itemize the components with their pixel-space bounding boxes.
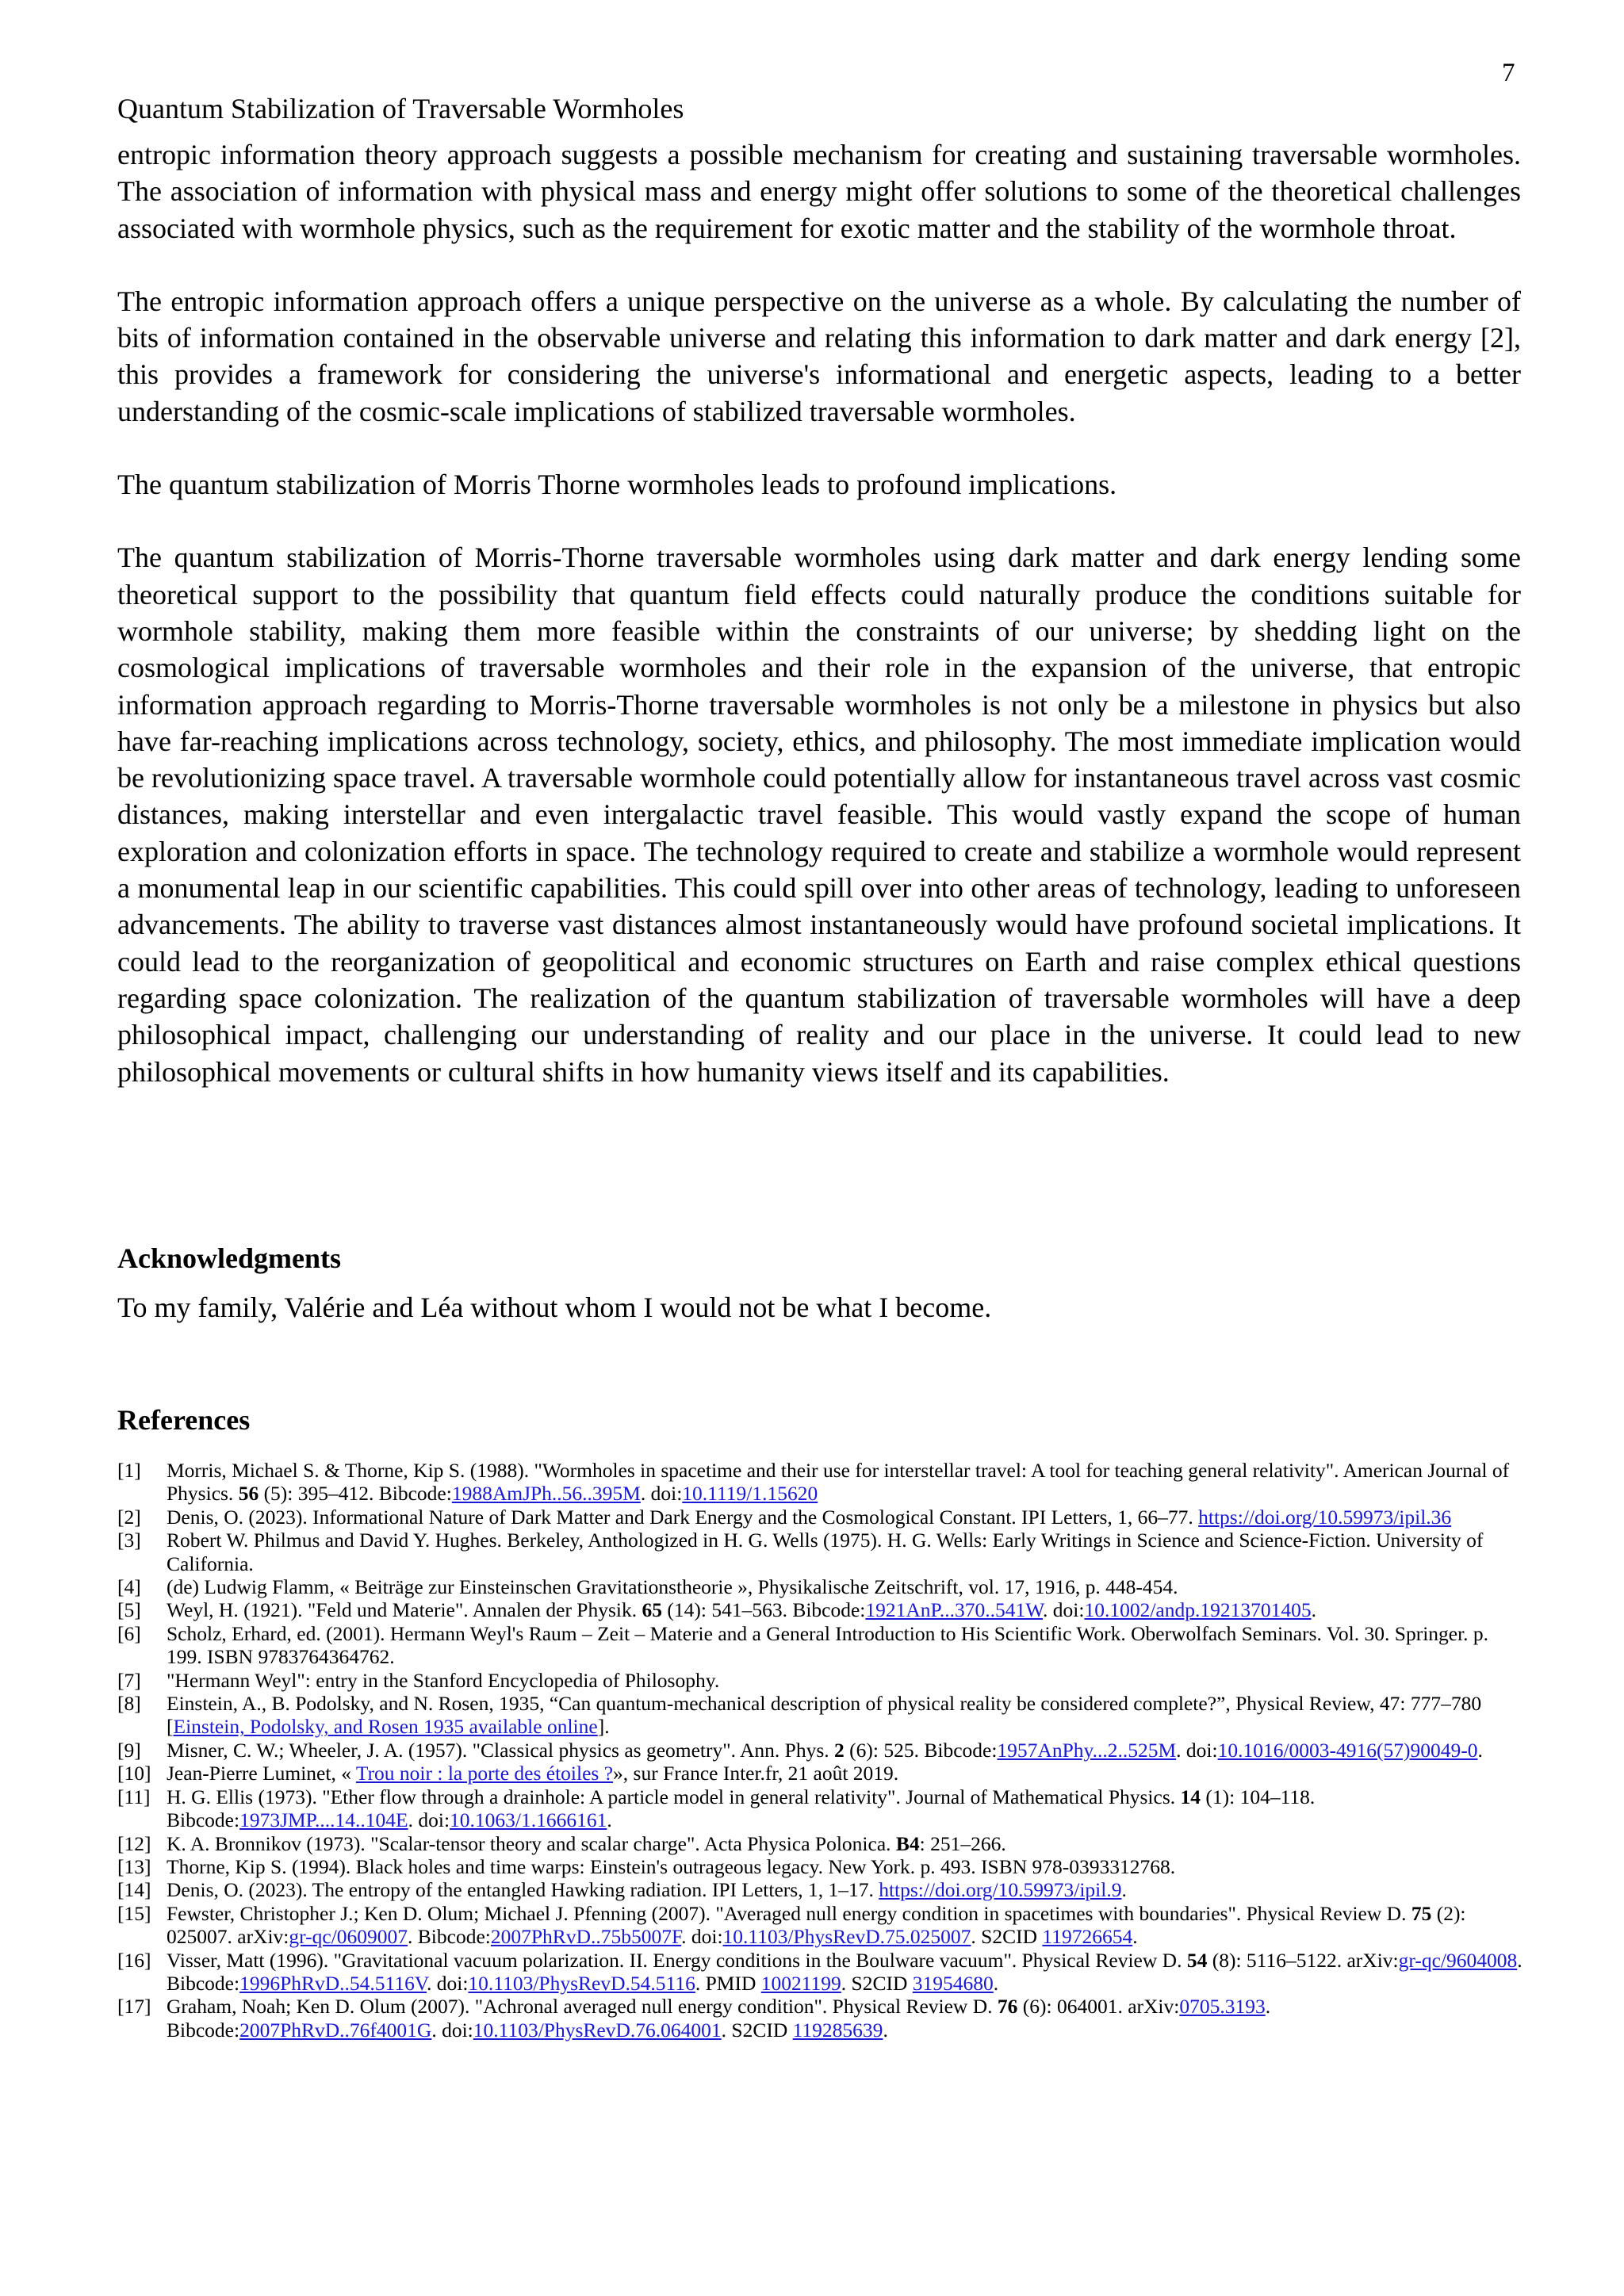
reference-link[interactable]: 119726654 — [1042, 1925, 1133, 1949]
reference-item — [117, 1878, 1522, 1901]
reference-link[interactable]: 2007PhRvD..75b5007F — [490, 1925, 682, 1949]
reference-segment: Einstein, A., B. Podolsky, and N. Rosen, 1935, “Can quantum-mechanical description of physical reality be considered complete?”, Physical Review, 47: 777–780 [ — [167, 1692, 1482, 1739]
reference-text — [167, 1506, 1522, 1529]
reference-item — [117, 1832, 1522, 1855]
body-text — [117, 136, 1521, 1090]
reference-link[interactable]: 10.1103/PhysRevD.54.5116 — [468, 1971, 695, 1995]
reference-text — [167, 1669, 1522, 1692]
reference-segment: . PMID — [695, 1971, 761, 1995]
reference-segment: . Bibcode: — [167, 1995, 1271, 2042]
reference-link[interactable]: https://doi.org/10.59973/ipil.36 — [1198, 1505, 1452, 1529]
reference-link[interactable]: 2007PhRvD..76f4001G — [239, 2018, 432, 2042]
reference-segment: Jean-Pierre Luminet, « — [167, 1762, 356, 1785]
reference-number: [9] — [117, 1738, 141, 1762]
reference-text — [167, 1762, 1522, 1785]
reference-item — [117, 1995, 1522, 2042]
reference-item — [117, 1529, 1522, 1575]
reference-number: [16] — [117, 1948, 151, 1972]
references-list — [117, 1459, 1522, 2042]
reference-text — [167, 1878, 1522, 1901]
page-number: 7 — [1502, 59, 1515, 87]
reference-text — [167, 1902, 1522, 1949]
reference-segment: . doi: — [427, 1971, 469, 1995]
reference-number: [17] — [117, 1995, 151, 2019]
reference-segment: (5): 395–412. Bibcode: — [259, 1482, 452, 1506]
reference-text — [167, 1785, 1522, 1832]
reference-number: [4] — [117, 1575, 141, 1599]
reference-link[interactable]: Einstein, Podolsky, and Rosen 1935 available online — [173, 1715, 598, 1739]
reference-segment: ]. — [597, 1715, 610, 1739]
reference-number: [8] — [117, 1692, 141, 1716]
reference-segment: . doi: — [431, 2018, 473, 2042]
volume-number: 65 — [642, 1598, 662, 1622]
reference-text — [167, 1832, 1522, 1855]
reference-segment: (1): 104–118. Bibcode: — [167, 1785, 1316, 1832]
reference-link[interactable]: gr-qc/9604008 — [1398, 1948, 1518, 1972]
reference-item — [117, 1785, 1522, 1832]
acknowledgments-heading: Acknowledgments — [117, 1242, 342, 1274]
reference-number: [5] — [117, 1598, 141, 1622]
reference-number: [10] — [117, 1762, 151, 1785]
reference-link[interactable]: 119285639 — [792, 2018, 883, 2042]
reference-link[interactable]: 1996PhRvD..54.5116V — [239, 1971, 427, 1995]
reference-segment: Graham, Noah; Ken D. Olum (2007). "Achronal averaged null energy condition". Physical Review D. — [167, 1995, 998, 2019]
reference-segment: K. A. Bronnikov (1973). "Scalar-tensor theory and scalar charge". Acta Physica Polonica. — [167, 1831, 896, 1855]
reference-number: [1] — [117, 1459, 141, 1482]
reference-segment: Robert W. Philmus and David Y. Hughes. Berkeley, Anthologized in H. G. Wells (1975). H. G. Wells: Early Writings in Science and Science-Fiction. University of California. — [167, 1529, 1484, 1575]
reference-text — [167, 1855, 1522, 1878]
reference-segment: (8): 5116–5122. arXiv: — [1207, 1948, 1399, 1972]
reference-item — [117, 1739, 1522, 1762]
reference-link[interactable]: 10.1119/1.15620 — [682, 1482, 818, 1506]
reference-segment: Weyl, H. (1921). "Feld und Materie". Annalen der Physik. — [167, 1598, 642, 1622]
reference-segment: . — [607, 1808, 612, 1832]
reference-segment: Fewster, Christopher J.; Ken D. Olum; Michael J. Pfenning (2007). "Averaged null energy condition in spacetimes with boundaries". Physical Review D. — [167, 1901, 1411, 1925]
reference-link[interactable]: 1921AnP...370..541W — [865, 1598, 1044, 1622]
reference-number: [6] — [117, 1621, 141, 1645]
reference-segment: (de) Ludwig Flamm, « Beiträge zur Einsteinschen Gravitationstheorie », Physikalische Zeitschrift, vol. 17, 1916, p. 448-454. — [167, 1575, 1178, 1599]
reference-segment: . doi: — [408, 1808, 450, 1832]
reference-link[interactable]: 1988AmJPh..56..395M — [451, 1482, 641, 1506]
reference-link[interactable]: Trou noir : la porte des étoiles ? — [355, 1762, 614, 1785]
reference-segment: . — [1132, 1925, 1138, 1949]
reference-segment: H. G. Ellis (1973). "Ether flow through a drainhole: A particle model in general relativity". Journal of Mathematical Physics. — [167, 1785, 1181, 1808]
reference-segment: . Bibcode: — [408, 1925, 491, 1949]
reference-link[interactable]: 10.1016/0003-4916(57)90049-0 — [1217, 1738, 1478, 1762]
reference-number: [15] — [117, 1901, 151, 1925]
reference-item — [117, 1622, 1522, 1669]
reference-item — [117, 1692, 1522, 1739]
volume-number: 14 — [1180, 1785, 1201, 1808]
reference-segment: (6): 525. Bibcode: — [844, 1738, 998, 1762]
reference-text — [167, 1949, 1522, 1996]
reference-link[interactable]: 1957AnPhy...2..525M — [997, 1738, 1177, 1762]
reference-text — [167, 1622, 1522, 1669]
reference-segment: (14): 541–563. Bibcode: — [662, 1598, 866, 1622]
volume-number: 75 — [1411, 1901, 1432, 1925]
reference-text — [167, 1459, 1522, 1506]
reference-segment: », sur France Inter.fr, 21 août 2019. — [613, 1762, 899, 1785]
running-header: Quantum Stabilization of Traversable Wormholes — [117, 93, 684, 124]
reference-text — [167, 1739, 1522, 1762]
reference-link[interactable]: 31954680 — [912, 1971, 994, 1995]
reference-number: [14] — [117, 1878, 151, 1902]
reference-number: [12] — [117, 1831, 151, 1855]
reference-number: [2] — [117, 1505, 141, 1529]
reference-segment: "Hermann Weyl": entry in the Stanford Encyclopedia of Philosophy. — [167, 1668, 720, 1692]
reference-segment: Misner, C. W.; Wheeler, J. A. (1957). "Classical physics as geometry". Ann. Phys. — [167, 1738, 835, 1762]
reference-segment: . — [1121, 1878, 1127, 1902]
paragraph: The quantum stabilization of Morris-Thorne traversable wormholes using dark matter and dark energy lending some theoretical support to the possibility that quantum field effects could naturally produce the conditions suitable for wormhole stability, making them more feasible within the constraints of our universe; by shedding light on the cosmological implications of traversable wormholes and their role in the expansion of the universe, that entropic information approach regarding to Morris-Thorne traversable wormholes is not only be a milestone in physics but also have far-reaching implications across technology, society, ethics, and philosophy. The most immediate implication would be revolutionizing space travel. A traversable wormhole could potentially allow for instantaneous travel across vast cosmic distances, making interstellar and even intergalactic travel feasible. This would vastly expand the scope of human exploration and colonization efforts in space. The technology required to create and stabilize a wormhole would represent a monumental leap in our scientific capabilities. This could spill over into other areas of technology, leading to unforeseen advancements. The ability to traverse vast distances almost instantaneously would have profound societal implications. It could lead to the reorganization of geopolitical and economic structures on Earth and raise complex ethical questions regarding space colonization. The realization of the quantum stabilization of traversable wormholes will have a deep philosophical impact, challenging our understanding of reality and our place in the universe. It could lead to new philosophical movements or cultural shifts in how humanity views itself and its capabilities. — [117, 541, 1521, 1088]
reference-segment: Morris, Michael S. & Thorne, Kip S. (1988). "Wormholes in spacetime and their use for interstellar travel: A tool for teaching general relativity". American Journal of Physics. — [167, 1459, 1510, 1506]
reference-segment: . — [1311, 1598, 1316, 1622]
volume-number: 54 — [1186, 1948, 1208, 1972]
reference-link[interactable]: 10.1063/1.1666161 — [450, 1808, 607, 1832]
reference-text — [167, 1529, 1522, 1575]
acknowledgments-text: To my family, Valérie and Léa without whom I would not be what I become. — [117, 1292, 992, 1323]
reference-segment: Thorne, Kip S. (1994). Black holes and time warps: Einstein's outrageous legacy. New York. p. 493. ISBN 978-0393312768. — [167, 1854, 1176, 1878]
reference-text — [167, 1575, 1522, 1598]
reference-text — [167, 1598, 1522, 1621]
reference-item — [117, 1459, 1522, 1506]
reference-item — [117, 1902, 1522, 1949]
reference-segment: . doi: — [1043, 1598, 1085, 1622]
reference-number: [3] — [117, 1529, 141, 1552]
reference-link[interactable]: 10.1103/PhysRevD.75.025007 — [722, 1925, 971, 1949]
reference-segment: . doi: — [681, 1925, 723, 1949]
reference-link[interactable]: gr-qc/0609007 — [289, 1925, 408, 1949]
paragraph: The entropic information approach offers a unique perspective on the universe as a whole. By calculating the number of bits of information contained in the observable universe and relating this information to dark matter and dark energy [2], this provides a framework for considering the universe's informational and energetic aspects, leading to a better understanding of the cosmic-scale implications of stabilized traversable wormholes. — [117, 285, 1521, 427]
reference-segment: : 251–266. — [919, 1831, 1006, 1855]
reference-link[interactable]: 1973JMP....14..104E — [239, 1808, 408, 1832]
reference-number: [11] — [117, 1785, 151, 1808]
reference-segment: Denis, O. (2023). The entropy of the entangled Hawking radiation. IPI Letters, 1, 1–17. — [167, 1878, 879, 1902]
reference-link[interactable]: 10.1103/PhysRevD.76.064001 — [473, 2018, 722, 2042]
reference-text — [167, 1995, 1522, 2042]
volume-number: B4 — [895, 1831, 920, 1855]
reference-item — [117, 1598, 1522, 1621]
reference-segment: . doi: — [640, 1482, 683, 1506]
reference-link[interactable]: 10.1002/andp.19213701405 — [1084, 1598, 1312, 1622]
reference-link[interactable]: 0705.3193 — [1179, 1995, 1266, 2019]
reference-segment: (6): 064001. arXiv: — [1017, 1995, 1180, 2019]
volume-number: 76 — [997, 1995, 1018, 2019]
reference-segment: . — [883, 2018, 888, 2042]
reference-segment: . S2CID — [721, 2018, 793, 2042]
reference-item — [117, 1506, 1522, 1529]
reference-segment: . — [1477, 1738, 1483, 1762]
paragraph: entropic information theory approach suggests a possible mechanism for creating and sustaining traversable wormholes. The association of information with physical mass and energy might offer solutions to some of the theoretical challenges associated with wormhole physics, such as the requirement for exotic matter and the stability of the wormhole throat. — [117, 139, 1521, 244]
reference-item — [117, 1669, 1522, 1692]
reference-segment: . doi: — [1176, 1738, 1218, 1762]
reference-item — [117, 1575, 1522, 1598]
reference-segment: . S2CID — [841, 1971, 913, 1995]
volume-number: 56 — [238, 1482, 259, 1506]
volume-number: 2 — [834, 1738, 845, 1762]
reference-segment: Denis, O. (2023). Informational Nature of Dark Matter and Dark Energy and the Cosmological Constant. IPI Letters, 1, 66–77. — [167, 1505, 1199, 1529]
paragraph: The quantum stabilization of Morris Thorne wormholes leads to profound implications. — [117, 469, 1117, 501]
reference-segment: . Bibcode: — [167, 1948, 1522, 1995]
reference-number: [7] — [117, 1668, 141, 1692]
reference-number: [13] — [117, 1854, 151, 1878]
reference-segment: (2): 025007. arXiv: — [167, 1901, 1466, 1949]
reference-segment: Visser, Matt (1996). "Gravitational vacuum polarization. II. Energy conditions in the Boulware vacuum". Physical Review D. — [167, 1948, 1187, 1972]
reference-segment: . S2CID — [971, 1925, 1043, 1949]
reference-link[interactable]: 10021199 — [760, 1971, 841, 1995]
reference-segment: Scholz, Erhard, ed. (2001). Hermann Weyl's Raum – Zeit – Materie and a General Introduction to His Scientific Work. Oberwolfach Seminars. Vol. 30. Springer. p. 199. ISBN 9783764364762. — [167, 1621, 1489, 1669]
reference-link[interactable]: https://doi.org/10.59973/ipil.9 — [879, 1878, 1122, 1902]
references-heading: References — [117, 1404, 251, 1436]
reference-item — [117, 1855, 1522, 1878]
reference-item — [117, 1949, 1522, 1996]
reference-segment: . — [993, 1971, 999, 1995]
reference-text — [167, 1692, 1522, 1739]
reference-item — [117, 1762, 1522, 1785]
